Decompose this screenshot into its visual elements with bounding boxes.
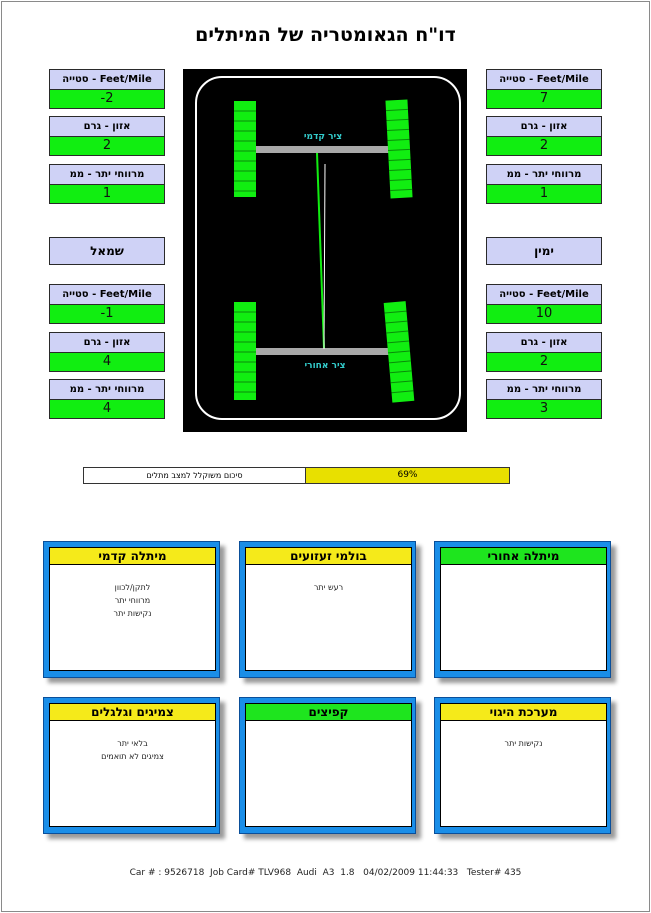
measure-value: 10 — [487, 305, 601, 323]
panel-springs — [239, 697, 416, 834]
measure-value: 2 — [487, 137, 601, 155]
left-rear-clearance — [49, 379, 165, 419]
panel-title: מיתלה קדמי — [49, 547, 216, 565]
measure-label: Feet/Mile - סטייה — [50, 70, 164, 90]
panel-body — [440, 721, 607, 827]
panel-front-suspension — [43, 541, 220, 678]
measure-label: אזון - גרם — [50, 117, 164, 137]
measure-label: Feet/Mile - סטייה — [487, 285, 601, 305]
panel-body — [49, 565, 216, 671]
panel-line: רעש יתר — [313, 583, 344, 592]
left-front-balance — [49, 116, 165, 156]
rear-axle — [255, 348, 389, 355]
measure-value: 4 — [50, 400, 164, 418]
measure-label: Feet/Mile - סטייה — [487, 70, 601, 90]
measure-value: 1 — [50, 185, 164, 203]
panel-title: מיתלה אחורי — [440, 547, 607, 565]
measure-label: מרווחי יתר - ממ — [487, 165, 601, 185]
report-footer: Car # : 9526718 Job Card# TLV968 Audi A3 1.8 04/02/2009 11:44:33 Tester# 435 — [129, 868, 522, 878]
wheel-alignment-diagram — [183, 69, 467, 432]
panel-title: מערכת היגוי — [440, 703, 607, 721]
left-front-clearance — [49, 164, 165, 204]
panel-title: קפיצים — [245, 703, 412, 721]
left-rear-deviation — [49, 284, 165, 324]
panel-shock-absorbers — [239, 541, 416, 678]
right-front-balance — [486, 116, 602, 156]
panel-line: לתקן/לכוון — [114, 583, 151, 592]
panel-line: נקישות יתר — [504, 739, 543, 748]
panel-rear-suspension — [434, 541, 611, 678]
measure-value: 1 — [487, 185, 601, 203]
measure-label: אזון - גרם — [50, 333, 164, 353]
front-left-wheel — [234, 101, 256, 197]
panel-line: צמיגים לא תואמים — [101, 752, 164, 761]
panel-title: בולמי זעזועים — [245, 547, 412, 565]
measure-label: אזון - גרם — [487, 333, 601, 353]
score-label: סיכום משוקלל למצב מתלים — [84, 468, 306, 483]
rear-left-wheel — [234, 302, 256, 400]
right-front-deviation — [486, 69, 602, 109]
measure-value: 7 — [487, 90, 601, 108]
measure-value: -2 — [50, 90, 164, 108]
measure-value: 4 — [50, 353, 164, 371]
panel-line: בלאי יתר — [117, 739, 148, 748]
report-title: דו"ח הגאומטריה של המיתלים — [195, 24, 456, 46]
panel-steering — [434, 697, 611, 834]
right-rear-balance — [486, 332, 602, 372]
left-rear-balance — [49, 332, 165, 372]
panel-body — [440, 565, 607, 671]
measure-label: מרווחי יתר - ממ — [50, 380, 164, 400]
measure-label: אזון - גרם — [487, 117, 601, 137]
measure-value: 2 — [50, 137, 164, 155]
panel-body — [245, 565, 412, 671]
measure-value: 3 — [487, 400, 601, 418]
weighted-score-bar — [83, 467, 510, 484]
panel-body — [49, 721, 216, 827]
left-front-deviation — [49, 69, 165, 109]
panel-line: מרווחי יתר — [114, 596, 151, 605]
right-side-label: ימין — [486, 237, 602, 265]
front-axle — [255, 146, 389, 153]
right-rear-clearance — [486, 379, 602, 419]
panel-tires-wheels — [43, 697, 220, 834]
panel-body — [245, 721, 412, 827]
right-rear-deviation — [486, 284, 602, 324]
measure-label: Feet/Mile - סטייה — [50, 285, 164, 305]
panel-title: צמיגים וגלגלים — [49, 703, 216, 721]
measure-label: מרווחי יתר - ממ — [487, 380, 601, 400]
measure-value: 2 — [487, 353, 601, 371]
left-side-label: שמאל — [49, 237, 165, 265]
front-axle-label: ציר קדמי — [303, 132, 343, 142]
panel-line: נקישות יתר — [113, 609, 152, 618]
measure-label: מרווחי יתר - ממ — [50, 165, 164, 185]
score-value: 69% — [306, 468, 509, 483]
right-front-clearance — [486, 164, 602, 204]
rear-axle-label: ציר אחורי — [304, 361, 346, 371]
measure-value: -1 — [50, 305, 164, 323]
